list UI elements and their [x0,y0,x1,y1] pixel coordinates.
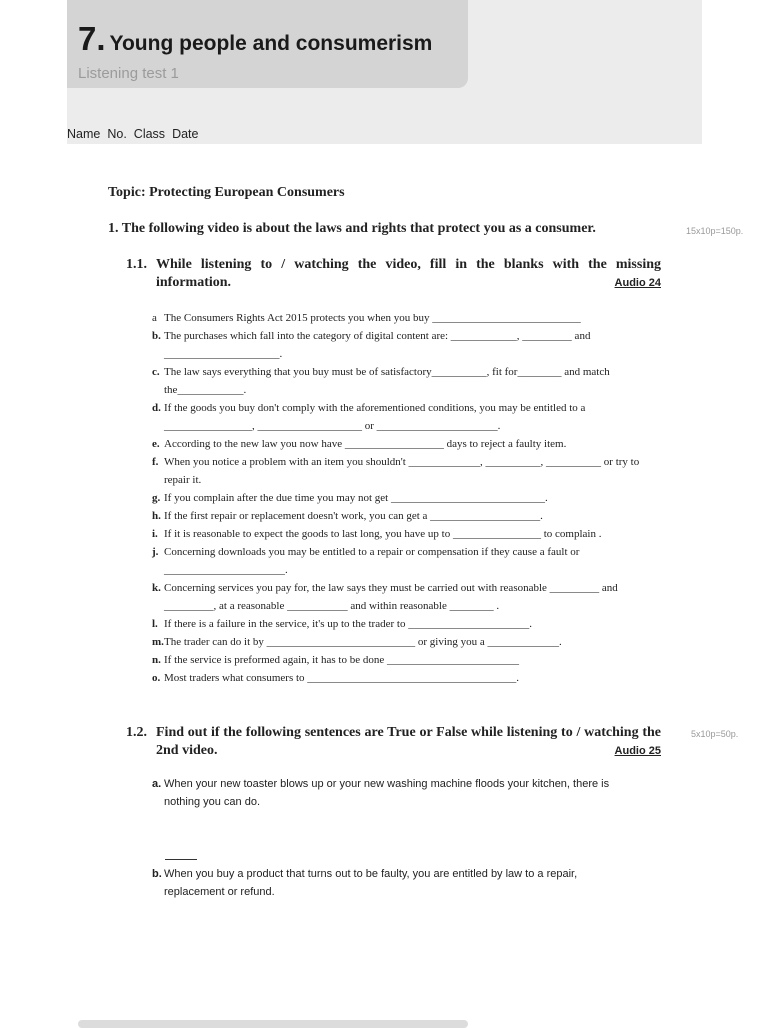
class-field-label: Class [133,127,166,141]
item-letter: b. [152,330,161,342]
audio-reference: Audio 24 [614,277,661,289]
chapter-number: 7. [78,20,106,57]
item-text: According to the new law you now have __________________ days to reject a faulty item. [164,438,567,450]
item-letter: i. [152,528,158,540]
question-1: 1. The following video is about the laws and rights that protect you as a consumer. [108,221,596,236]
list-item [152,669,662,687]
item-text: The Consumers Rights Act 2015 protects you when you buy ___________________________ [164,312,581,324]
list-item [152,309,662,327]
item-letter: n. [152,654,161,666]
item-text: If it is reasonable to expect the goods to last long, you have up to ________________ to complain . [164,528,602,540]
list-item [152,507,662,525]
subquestion-number: 1.1. [126,257,147,272]
student-info-row [67,127,198,141]
list-item [152,579,662,615]
item-letter: e. [152,438,160,450]
item-letter: l. [152,618,158,630]
item-text: The purchases which fall into the category of digital content are: ____________, _________ and _____________________. [164,330,591,360]
number-field-label: No. [107,127,127,141]
true-false-item-a [152,775,632,811]
item-text: If the service is preformed again, it has to be done ________________________ [164,654,519,666]
item-text: When your new toaster blows up or your new washing machine floods your kitchen, there is nothing you can do. [164,778,610,808]
item-letter: b. [152,868,162,880]
list-item [152,543,662,579]
list-item [152,775,632,811]
item-text: When you notice a problem with an item you shouldn't _____________, __________, __________ or try to repair it. [164,456,640,486]
item-letter: g. [152,492,161,504]
subquestion-1-2 [126,724,661,760]
item-letter: j. [152,546,159,558]
name-field-label: Name [67,127,101,141]
item-letter: k. [152,582,161,594]
item-letter: m. [152,636,164,648]
true-false-item-b [152,865,632,901]
item-letter: a. [152,778,162,790]
list-item [152,453,662,489]
item-text: If there is a failure in the service, it's up to the trader to ______________________. [164,618,532,630]
item-text: If the first repair or replacement doesn't work, you can get a ____________________. [164,510,543,522]
item-text: Most traders what consumers to ______________________________________. [164,672,520,684]
list-item [152,363,662,399]
subquestion-1-2-points: 5x10p=50p. [691,729,739,739]
item-letter: a [152,312,157,324]
subtitle: Listening test 1 [78,65,179,82]
item-letter: o. [152,672,161,684]
subquestion-1-1 [126,256,661,292]
date-field-label: Date [172,127,199,141]
list-item [152,633,662,651]
list-item [152,615,662,633]
question-1-points: 15x10p=150p. [686,226,744,236]
item-text: If you complain after the due time you may not get ____________________________. [164,492,548,504]
item-text: Concerning downloads you may be entitled to a repair or compensation if they cause a fault or ______________________. [164,546,580,576]
topic-heading: Topic: Protecting European Consumers [108,185,345,200]
item-text: When you buy a product that turns out to be faulty, you are entitled by law to a repair, replacement or refund. [164,868,578,898]
item-letter: d. [152,402,161,414]
list-item [152,651,662,669]
item-text: The trader can do it by ___________________________ or giving you a _____________. [164,636,562,648]
chapter-title: Young people and consumerism [109,32,433,55]
list-item [152,435,662,453]
subquestion-number: 1.2. [126,725,147,740]
list-item [152,489,662,507]
item-text: The law says everything that you buy must be of satisfactory__________, fit for________ and match the____________. [164,366,610,396]
audio-reference: Audio 25 [614,745,661,757]
subquestion-text: Find out if the following sentences are True or False while listening to / watching the 2nd video. [156,725,661,758]
list-item [152,327,662,363]
item-letter: c. [152,366,160,378]
list-item [152,399,662,435]
footer-bar [78,1020,468,1028]
page-title [78,20,432,58]
answer-blank[interactable] [165,851,197,860]
item-text: If the goods you buy don't comply with the aforementioned conditions, you may be entitled to a ________________, ___________________ or ______________________. [164,402,586,432]
fill-in-list [152,309,662,687]
item-letter: h. [152,510,161,522]
subquestion-text: While listening to / watching the video, fill in the blanks with the missing information. [156,257,661,290]
item-letter: f. [152,456,159,468]
list-item [152,865,632,901]
list-item [152,525,662,543]
item-text: Concerning services you pay for, the law says they must be carried out with reasonable _________ and _________, at a reasonable ___________ and within reasonable ________ . [164,582,618,612]
